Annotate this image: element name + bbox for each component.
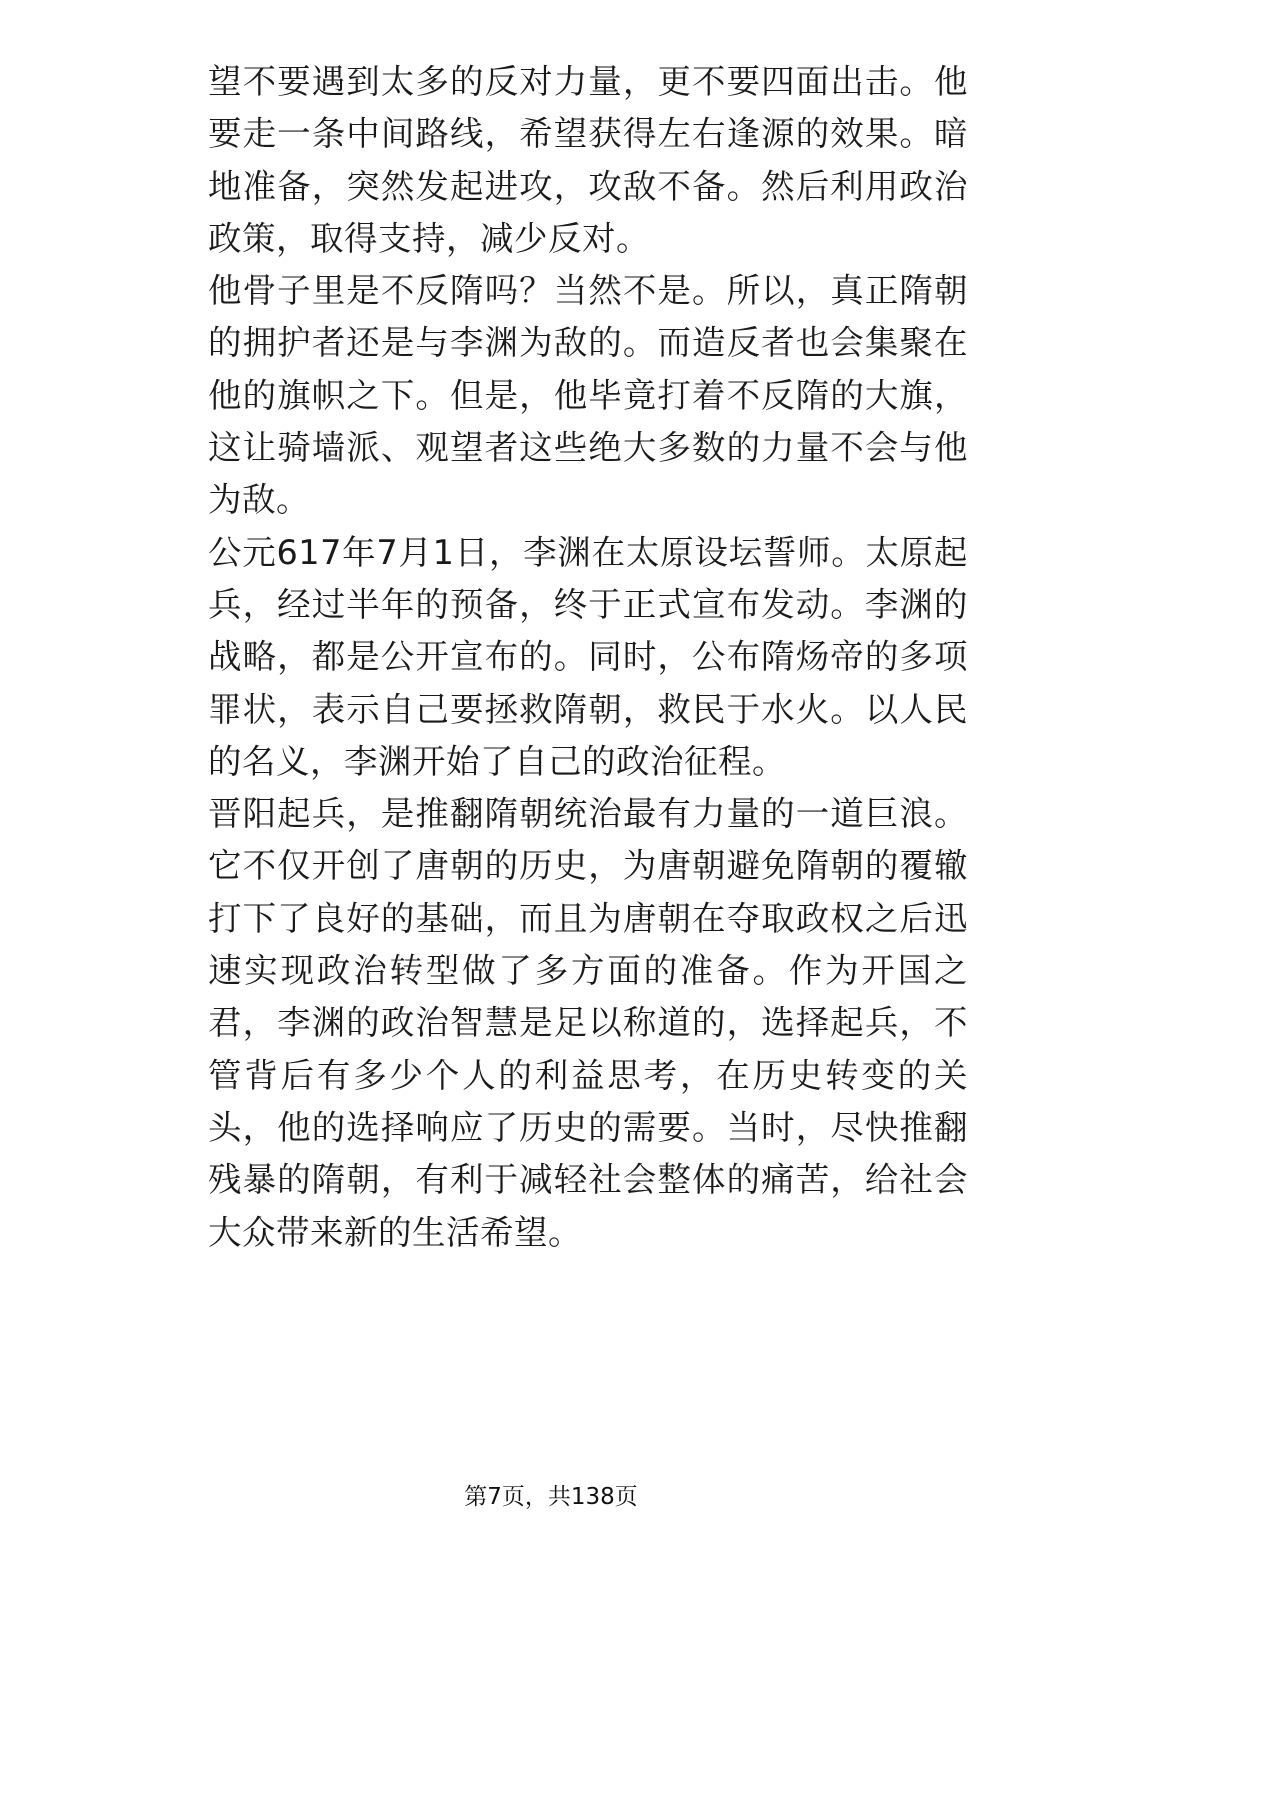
paragraph-4: 晋阳起兵，是推翻隋朝统治最有力量的一道巨浪。它不仅开创了唐朝的历史，为唐朝避免隋朝的覆辙打下了良好的基础，而且为唐朝在夺取政权之后迅速实现政治转型做了多方面的准备。作为开国之君，李渊的政治智慧是足以称道的，选择起兵，不管背后有多少个人的利益思考，在历史转变的关头，他的选择响应了历史的需要。当时，尽快推翻残暴的隋朝，有利于减轻社会整体的痛苦，给社会大众带来新的生活希望。 xyxy=(208,794,968,1252)
page-number-footer: 第7页，共138页 xyxy=(464,1484,638,1510)
paragraph-1: 望不要遇到太多的反对力量，更不要四面出击。他要走一条中间路线，希望获得左右逢源的效果。暗地准备，突然发起进攻，攻敌不备。然后利用政治政策，取得支持，减少反对。 xyxy=(208,62,968,258)
paragraph-3: 公元617年7月1日，李渊在太原设坛誓师。太原起兵，经过半年的预备，终于正式宣布发动。李渊的战略，都是公开宣布的。同时，公布隋炀帝的多项罪状，表示自己要拯救隋朝，救民于水火。以人民的名义，李渊开始了自己的政治征程。 xyxy=(208,532,968,781)
document-body xyxy=(208,56,968,1259)
paragraph-2: 他骨子里是不反隋吗？当然不是。所以，真正隋朝的拥护者还是与李渊为敌的。而造反者也会集聚在他的旗帜之下。但是，他毕竟打着不反隋的大旗，这让骑墙派、观望者这些绝大多数的力量不会与他为敌。 xyxy=(208,271,968,520)
